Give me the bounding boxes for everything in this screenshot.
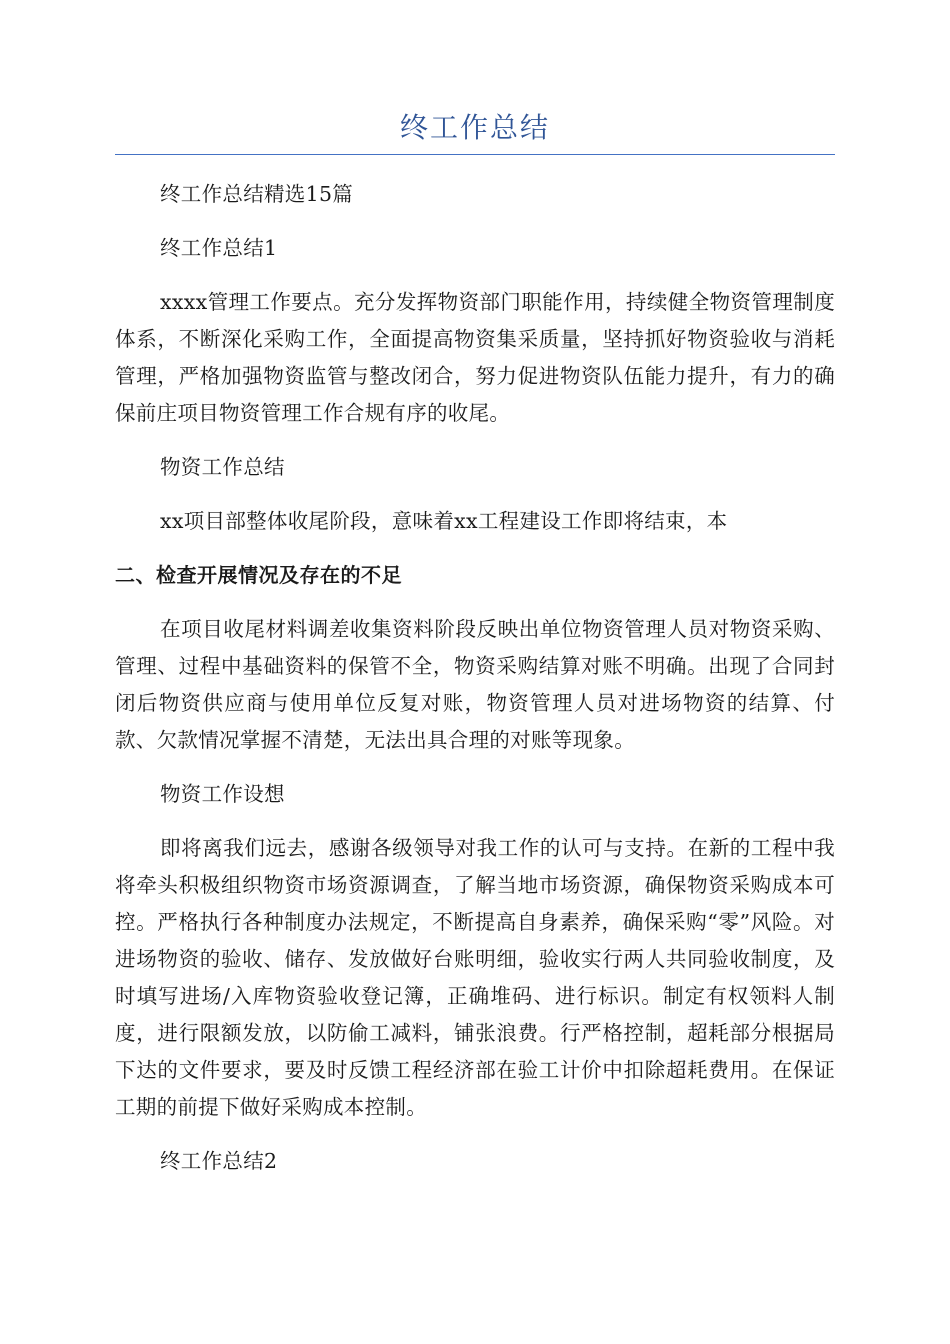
subheading-materials-summary: 物资工作总结 bbox=[160, 455, 285, 479]
section-heading-inspection: 二、检查开展情况及存在的不足 bbox=[115, 563, 402, 587]
document-title: 终工作总结 bbox=[399, 111, 550, 144]
paragraph-plan: 即将离我们远去，感谢各级领导对我工作的认可与支持。在新的工程中我将牵头积极组织物资市场资源调查，了解当地市场资源，确保物资采购成本可控。严格执行各种制度办法规定，不断提高自身素养，确保采购“零”风险。对进场物资的验收、储存、发放做好台账明细，验收实行两人共同验收制度，及时填写进场/入库物资验收登记簿，正确堆码、进行标识。制定有权领料人制度，进行限额发放，以防偷工减料，铺张浪费。行严格控制，超耗部分根据局下达的文件要求，要及时反馈工程经济部在验工计价中扣除超耗费用。在保证工期的前提下做好采购成本控制。 bbox=[115, 836, 835, 1119]
paragraph-issues: 在项目收尾材料调差收集资料阶段反映出单位物资管理人员对物资采购、管理、过程中基础资料的保管不全，物资采购结算对账不明确。出现了合同封闭后物资供应商与使用单位反复对账，物资管理人员对进场物资的结算、付款、欠款情况掌握不清楚，无法出具合理的对账等现象。 bbox=[115, 617, 835, 752]
paragraph-intro: 终工作总结精选15篇 bbox=[160, 182, 354, 206]
paragraph-management-points: xxxx管理工作要点。充分发挥物资部门职能作用，持续健全物资管理制度体系，不断深化采购工作，全面提高物资集采质量，坚持抓好物资验收与消耗管理，严格加强物资监管与整改闭合，努力促进物资队伍能力提升，有力的确保前庄项目物资管理工作合规有序的收尾。 bbox=[115, 290, 835, 425]
section-label-2: 终工作总结2 bbox=[160, 1149, 278, 1173]
paragraph-project-closing: xx项目部整体收尾阶段，意味着xx工程建设工作即将结束，本 bbox=[160, 509, 728, 533]
subheading-materials-plan: 物资工作设想 bbox=[160, 782, 285, 806]
title-underline bbox=[115, 154, 835, 155]
document-body bbox=[115, 176, 835, 1197]
section-label-1: 终工作总结1 bbox=[160, 236, 278, 260]
